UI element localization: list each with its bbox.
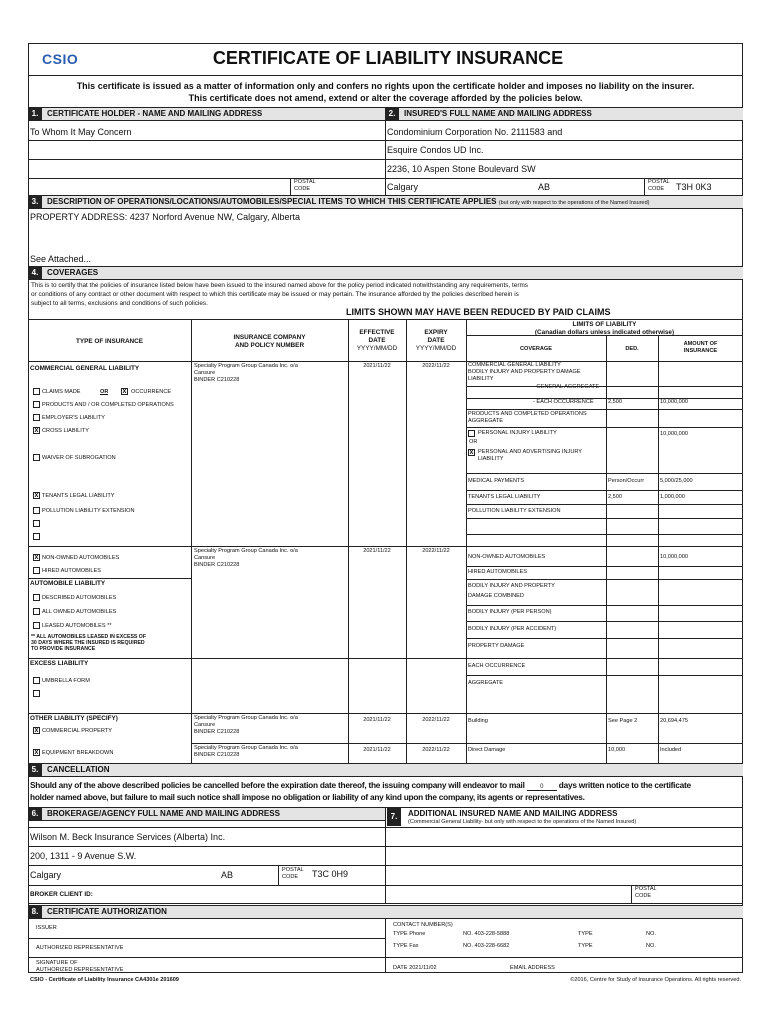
- leased-label: LEASED AUTOMOBILES **: [42, 623, 112, 629]
- non-owned-label: NON-OWNED AUTOMOBILES: [42, 555, 120, 561]
- footer-form-id: CSIO - Certificate of Liability Insurance CA4301e 201609: [30, 977, 179, 983]
- hired-label: HIRED AUTOMOBILES: [42, 568, 101, 574]
- insured-postal-label: POSTAL CODE: [648, 179, 670, 192]
- broker-postal: T3C 0H9: [312, 869, 349, 879]
- see-attached: See Attached...: [30, 254, 92, 264]
- cov-excess-aggregate: AGGREGATE: [468, 680, 504, 686]
- auto-effective: 2021/11/22: [363, 548, 391, 554]
- tenants-checkbox[interactable]: x: [34, 492, 39, 499]
- cov-each-occurrence: - EACH OCCURRENCE: [533, 399, 594, 405]
- contact-no-1: NO. 403-228-5888: [463, 931, 510, 937]
- cgl-company: Specialty Program Group Canada Inc. o/a Cansure BINDER C210228: [194, 363, 298, 383]
- tll-deductible: 2,500: [608, 494, 622, 500]
- pa-amount: 10,000,000: [660, 431, 688, 437]
- limits-banner: LIMITS SHOWN MAY HAVE BEEN REDUCED BY PAID CLAIMS: [346, 307, 611, 317]
- broker-province: AB: [221, 870, 234, 880]
- blank-checkbox-1[interactable]: [33, 520, 40, 527]
- insured-name-2: Esquire Condos UD Inc.: [387, 145, 484, 155]
- certificate-page: [28, 43, 743, 988]
- waiver-checkbox[interactable]: [33, 454, 40, 461]
- cov-excess-each: EACH OCCURRENCE: [468, 663, 526, 669]
- cgl-heading: COMMERCIAL GENERAL LIABILITY: [30, 365, 140, 372]
- contact-type-4-label: TYPE: [578, 943, 593, 949]
- broker-postal-label: POSTAL CODE: [282, 867, 304, 880]
- waiver-label: WAIVER OF SUBROGATION: [42, 455, 116, 461]
- hdr-amount: AMOUNT OF INSURANCE: [683, 341, 718, 354]
- contact-no-fax: NO. 403-228-6682: [463, 943, 510, 949]
- products-checkbox[interactable]: [33, 401, 40, 408]
- occurrence-checkbox[interactable]: x: [122, 388, 127, 395]
- cov-medical: MEDICAL PAYMENTS: [468, 478, 525, 484]
- eo-deductible: 2,500: [608, 399, 622, 405]
- med-deductible: Person/Occurr: [608, 478, 645, 484]
- csio-logo: CSIO: [42, 51, 79, 67]
- cov-pollution: POLLUTION LIABILITY EXTENSION: [468, 508, 561, 514]
- broker-address: 200, 1311 - 9 Avenue S.W.: [30, 851, 137, 861]
- cov-personal-injury: PERSONAL INJURY LIABILITY: [478, 430, 557, 436]
- section-1-header: 1. CERTIFICATE HOLDER - NAME AND MAILING ADDRESS: [28, 107, 385, 121]
- cov-hired: HIRED AUTOMOBILES: [468, 569, 527, 575]
- commercial-property-checkbox[interactable]: x: [34, 727, 39, 734]
- other-company-2: Specialty Program Group Canada Inc. o/a BINDER C210228: [194, 745, 298, 758]
- broker-name: Wilson M. Beck Insurance Services (Alberta) Inc.: [30, 832, 226, 842]
- building-amount: 20,694,475: [660, 718, 688, 724]
- cgl-effective: 2021/11/22: [363, 363, 391, 369]
- cov-personal-advertising: PERSONAL AND ADVERTISING INJURY LIABILITY: [478, 449, 583, 462]
- cgl-expiry: 2022/11/22: [422, 363, 450, 369]
- holder-name: To Whom It May Concern: [30, 127, 132, 137]
- hdr-company: INSURANCE COMPANY AND POLICY NUMBER: [233, 334, 306, 349]
- hired-checkbox[interactable]: [33, 567, 40, 574]
- occurrence-label: OCCURRENCE: [131, 389, 172, 395]
- contact-type-1: TYPE Phone: [393, 931, 426, 937]
- cov-bi-accident: BODILY INJURY (PER ACCIDENT): [468, 626, 557, 632]
- hdr-type: TYPE OF INSURANCE: [75, 338, 144, 345]
- intro-line-2: This certificate does not amend, extend or alter the coverage afforded by the policies below.: [188, 93, 583, 103]
- auto-heading: AUTOMOBILE LIABILITY: [30, 580, 106, 587]
- equipment-label: EQUIPMENT BREAKDOWN: [42, 750, 114, 756]
- coverage-text-3: subject to all terms, exclusions and conditions of such policies.: [31, 300, 208, 307]
- blank-checkbox-2[interactable]: [33, 533, 40, 540]
- hdr-expiry: EXPIRY DATE YYYY/MM/DD: [415, 329, 457, 352]
- intro-line-1: This certificate is issued as a matter of information only and confers no rights upon the certificate holder and imposes no liability on the insurer.: [76, 81, 695, 91]
- property-address: PROPERTY ADDRESS: 4237 Norford Avenue NW, Calgary, Alberta: [30, 212, 300, 222]
- insured-postal: T3H 0K3: [676, 182, 712, 192]
- cov-products: PRODUCTS AND COMPLETED OPERATIONS AGGREGATE: [468, 411, 587, 424]
- excess-heading: EXCESS LIABILITY: [30, 660, 89, 667]
- equipment-checkbox[interactable]: x: [34, 749, 39, 756]
- leased-note: ** ALL AUTOMOBILES LEASED IN EXCESS OF 30 DAYS WHERE THE INSURED IS REQUIRED TO PROVIDE INSURANCE: [31, 634, 147, 652]
- excess-blank-checkbox[interactable]: [33, 690, 40, 697]
- leased-checkbox[interactable]: [33, 622, 40, 629]
- broker-client-id: BROKER CLIENT ID:: [30, 891, 93, 898]
- contact-no-4-label: NO.: [646, 943, 656, 949]
- tenants-label: TENANTS LEGAL LIABILITY: [42, 493, 115, 499]
- commercial-property-label: COMMERCIAL PROPERTY: [42, 728, 112, 734]
- cross-liability-checkbox[interactable]: x: [34, 427, 39, 434]
- all-owned-checkbox[interactable]: [33, 608, 40, 615]
- signature-label: SIGNATURE OF AUTHORIZED REPRESENTATIVE: [36, 960, 124, 973]
- auto-expiry: 2022/11/22: [422, 548, 450, 554]
- contact-no-2-label: NO.: [646, 931, 656, 937]
- cov-tenants: TENANTS LEGAL LIABILITY: [468, 494, 541, 500]
- dd-amount: Included: [660, 747, 682, 753]
- hdr-coverage: COVERAGE: [519, 346, 552, 352]
- section-7-title: ADDITIONAL INSURED NAME AND MAILING ADDRESS: [408, 809, 618, 818]
- claims-made-label: CLAIMS MADE: [42, 389, 81, 395]
- contact-label: CONTACT NUMBER(S): [393, 922, 453, 928]
- section-2-header: 2. INSURED'S FULL NAME AND MAILING ADDRESS: [385, 107, 743, 121]
- described-auto-checkbox[interactable]: [33, 594, 40, 601]
- products-label: PRODUCTS AND / OR COMPLETED OPERATIONS: [42, 402, 174, 408]
- cross-liability-label: CROSS LIABILITY: [42, 428, 89, 434]
- contact-type-2-label: TYPE: [578, 931, 593, 937]
- all-owned-label: ALL OWNED AUTOMOBILES: [42, 609, 117, 615]
- section-8-header: 8. CERTIFICATE AUTHORIZATION: [28, 905, 743, 919]
- cancellation-text-1: Should any of the above described policies be cancelled before the expiration date thereof, the issuing company will endeavor to mail 0 days written notice to the certificate: [30, 780, 691, 790]
- umbrella-label: UMBRELLA FORM: [42, 678, 90, 684]
- broker-city: Calgary: [30, 870, 62, 880]
- hdr-limits: LIMITS OF LIABILITY (Canadian dollars unless indicated otherwise): [534, 321, 675, 336]
- page-title: CERTIFICATE OF LIABILITY INSURANCE: [212, 48, 564, 68]
- insured-city: Calgary: [387, 182, 419, 192]
- authorization-date: DATE 2021/11/02: [393, 965, 437, 971]
- authorized-rep-label: AUTHORIZED REPRESENTATIVE: [36, 945, 124, 951]
- other-expiry-1: 2022/11/22: [422, 717, 450, 723]
- med-amount: 5,000/25,000: [660, 478, 693, 484]
- cov-bipd: BODILY INJURY AND PROPERTY DAMAGE COMBINED: [468, 583, 555, 599]
- dd-deductible: 10,000: [608, 747, 626, 753]
- section-7-note: (Commercial General Liability- but only with respect to the operations of the Named Insured): [408, 819, 637, 825]
- auto-company: Specialty Program Group Canada Inc. o/a Cansure BINDER C210228: [194, 548, 298, 568]
- employers-checkbox[interactable]: [33, 414, 40, 421]
- cov-direct-damage: Direct Damage: [468, 747, 506, 753]
- section-3-header: 3. DESCRIPTION OF OPERATIONS/LOCATIONS/AUTOMOBILES/SPECIAL ITEMS TO WHICH THIS CERTIFICATE APPLIES (but only with respect to the operations of the Named Insured): [28, 195, 743, 209]
- coverage-text-2: or conditions of any contract or other document with respect to which this certificate may be issued or may pertain. The insurance afforded by the policies described herein is: [31, 291, 519, 298]
- cov-cgl: COMMERCIAL GENERAL LIABILITY BODILY INJURY AND PROPERTY DAMAGE LIABILITY: [468, 362, 581, 382]
- employers-label: EMPLOYER'S LIABILITY: [42, 415, 105, 421]
- cov-building: Building: [468, 718, 488, 724]
- insured-address: 2236, 10 Aspen Stone Boulevard SW: [387, 164, 536, 174]
- cov-non-owned: NON-OWNED AUTOMOBILES: [468, 554, 546, 560]
- non-owned-checkbox[interactable]: x: [34, 554, 39, 561]
- no-amount: 10,000,000: [660, 554, 688, 560]
- section-7-number: 7.: [387, 808, 401, 826]
- section-4-header: 4. COVERAGES: [28, 266, 743, 280]
- additional-postal-label: POSTAL CODE: [635, 886, 657, 899]
- hdr-ded: DED.: [625, 346, 639, 352]
- cov-bi-person: BODILY INJURY (PER PERSON): [468, 609, 552, 615]
- personal-injury-checkbox[interactable]: [468, 430, 475, 437]
- cov-or: OR: [469, 439, 478, 445]
- umbrella-checkbox[interactable]: [33, 677, 40, 684]
- contact-type-fax: TYPE Fax: [393, 943, 419, 949]
- insured-name-1: Condominium Corporation No. 2111583 and: [387, 127, 563, 137]
- hdr-effective: EFFECTIVE DATE YYYY/MM/DD: [356, 329, 398, 352]
- or-label: OR: [100, 389, 109, 395]
- footer-copyright: ©2016, Centre for Study of Insurance Operations. All rights reserved.: [570, 977, 741, 983]
- other-expiry-2: 2022/11/22: [422, 747, 450, 753]
- personal-advertising-checkbox[interactable]: x: [469, 449, 474, 456]
- tll-amount: 1,000,000: [660, 494, 685, 500]
- eo-amount: 10,000,000: [660, 399, 688, 405]
- insured-province: AB: [538, 182, 551, 192]
- claims-made-checkbox[interactable]: [33, 388, 40, 395]
- other-company-1: Specialty Program Group Canada Inc. o/a Cansure BINDER C210228: [194, 715, 298, 735]
- section-5-header: 5. CANCELLATION: [28, 763, 743, 777]
- coverage-text-1: This is to certify that the policies of insurance listed below have been issued to the insured named above for the policy period indicated notwithstanding any requirements, terms: [31, 282, 528, 289]
- building-deductible: See Page 2: [608, 718, 638, 724]
- other-effective-2: 2021/11/22: [363, 747, 391, 753]
- described-auto-label: DESCRIBED AUTOMOBILES: [42, 595, 117, 601]
- issuer-label: ISSUER: [36, 925, 57, 931]
- holder-postal-label: POSTAL CODE: [294, 179, 316, 192]
- section-6-header: 6. BROKERAGE/AGENCY FULL NAME AND MAILING ADDRESS: [28, 807, 385, 821]
- cancellation-text-2: holder named above, but failure to mail such notice shall impose no obligation or liability of any kind upon the company, its agents or representatives.: [30, 792, 585, 802]
- cov-general-aggregate: - GENERAL AGGREGATE: [533, 384, 600, 390]
- other-heading: OTHER LIABILITY (SPECIFY): [30, 715, 118, 722]
- pollution-checkbox[interactable]: [33, 507, 40, 514]
- pollution-label: POLLUTION LIABILITY EXTENSION: [42, 508, 135, 514]
- email-label: EMAIL ADDRESS: [510, 965, 555, 971]
- other-effective-1: 2021/11/22: [363, 717, 391, 723]
- cov-property-damage: PROPERTY DAMAGE: [468, 643, 525, 649]
